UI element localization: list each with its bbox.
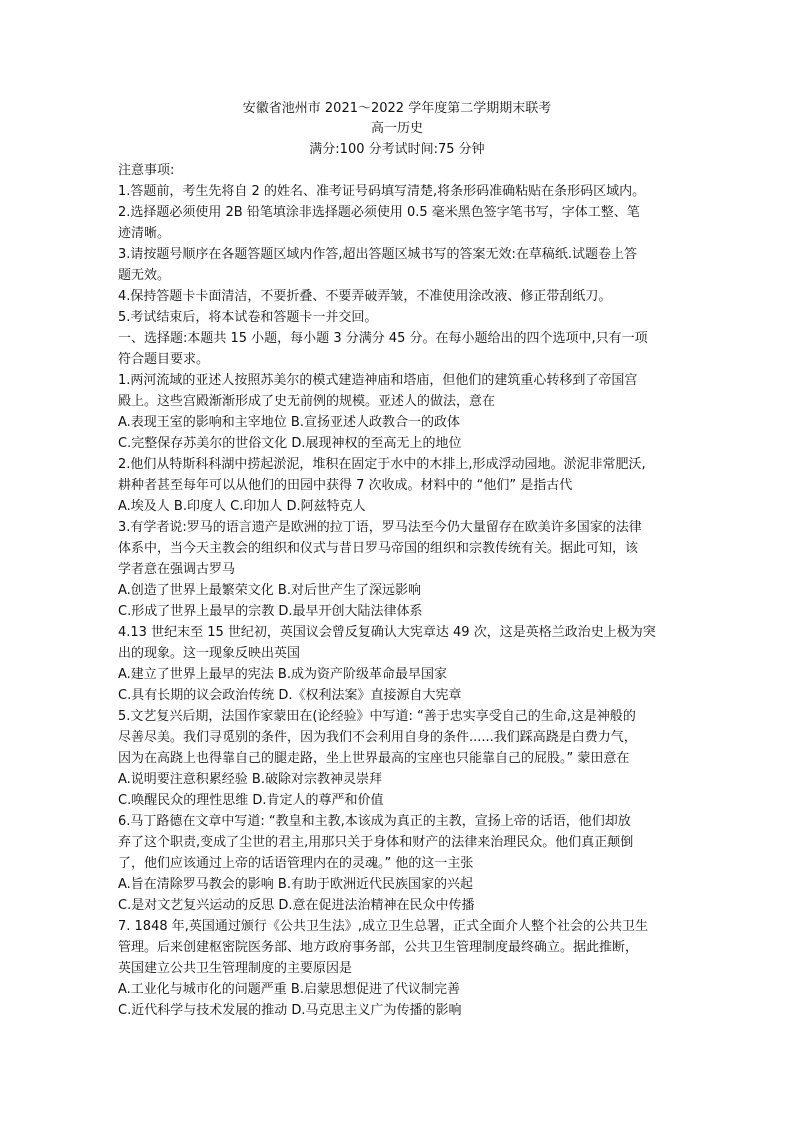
text-line: 耕种者甚至每年可以从他们的田园中获得 7 次收成。材料中的 “他们” 是指古代 (118, 478, 573, 493)
text-line: C.具有长期的议会政治传统 D.《权利法案》直接源自大宪章 (118, 688, 462, 703)
text-line: A.创造了世界上最繁荣文化 B.对后世产生了深远影响 (118, 583, 421, 598)
text-line: C.形成了世界上最早的宗教 D.最早开创大陆法律体系 (118, 604, 423, 619)
text-line: 尽善尽美。我们寻觅别的条件，因为我们不会利用自身的条件......我们踩高跷是白费力气， (118, 730, 637, 745)
text-line: 2.他们从特斯科科湖中捞起淤泥，堆积在固定于水中的木排上,形成浮动园地。淤泥非常肥沃, (118, 457, 646, 472)
text-line: 一、选择题:本题共 15 小题，每小题 3 分满分 45 分。在每小题给出的四个选项中,只有一项 (118, 331, 648, 346)
text-line: 题无效。 (118, 268, 171, 283)
text-line: 注意事项: (118, 163, 175, 178)
exam-body (118, 160, 693, 1021)
exam-subject: 高一历史 (370, 121, 423, 136)
text-line: C.完整保存苏美尔的世俗文化 D.展现神权的至高无上的地位 (118, 436, 462, 451)
text-line: 迹清晰。 (118, 226, 171, 241)
text-line: A.旨在清除罗马教会的影响 B.有助于欧洲近代民族国家的兴起 (118, 877, 473, 892)
text-line: 5.考试结束后，将本试卷和答题卡一并交回。 (118, 310, 378, 325)
text-line: A.说明要注意积累经验 B.破除对宗教神灵崇拜 (118, 772, 382, 787)
text-line: 5.文艺复兴后期，法国作家蒙田在(论经验》中写道: “善于忠实享受自己的生命,这是神般的 (118, 709, 636, 724)
text-line: C.唤醒民众的理性思维 D.肯定人的尊严和价值 (118, 793, 384, 808)
text-line: 1.两河流域的亚述人按照苏美尔的模式建造神庙和塔庙，但他们的建筑重心转移到了帝国宫 (118, 373, 638, 388)
text-line: 3.有学者说:罗马的语言遗产是欧洲的拉丁语，罗马法至今仍大量留存在欧美许多国家的法律 (118, 520, 642, 535)
text-line: 3.请按题号顺序在各题答题区域内作答,超出答题区城书写的答案无效:在草稿纸.试题卷上答 (118, 247, 638, 262)
text-line: 符合题目要求。 (118, 352, 210, 367)
exam-info: 满分:100 分考试时间:75 分钟 (309, 142, 485, 157)
text-line: A.埃及人 B.印度人 C.印加人 D.阿兹特克人 (118, 499, 366, 514)
text-line: 了，他们应该通过上帝的话语管理内在的灵魂。” 他的这一主张 (118, 856, 474, 871)
text-line: C.近代科学与技术发展的推动 D.马克思主义广为传播的影响 (118, 1003, 462, 1018)
text-line: 殿上。这些宫殿渐渐形成了史无前例的规模。亚述人的做法，意在 (118, 394, 496, 409)
text-line: 体系中，当今天主教会的组织和仪式与昔日罗马帝国的组织和宗教传统有关。据此可知，该 (118, 541, 639, 556)
text-line: A.工业化与城市化的问题严重 B.启蒙思想促进了代议制完善 (118, 982, 460, 997)
text-line: 1.答题前，考生先将自 2 的姓名、准考证号码填写清楚,将条形码准确粘贴在条形码区域内。 (118, 184, 646, 199)
text-line: 出的现象。这一现象反映出英国 (118, 646, 301, 661)
text-line: 7. 1848 年,英国通过颁行《公共卫生法》,成立卫生总署，正式全面介人整个社会的公共卫生 (118, 919, 649, 934)
text-line: 英国建立公共卫生管理制度的主要原因是 (118, 961, 353, 976)
exam-title: 安徽省池州市 2021～2022 学年度第二学期期末联考 (242, 101, 552, 116)
text-line: 学者意在强调古罗马 (118, 562, 236, 577)
text-line: 6.马丁路德在文章中写道: “教皇和主教,本该成为真正的主教，宣扬上帝的话语，他们却放 (118, 814, 631, 829)
text-line: 管理。后来创建枢密院医务部、地方政府事务部，公共卫生管理制度最终确立。据此推断， (118, 940, 639, 955)
text-line: 因为在高跷上也得靠自己的腿走路，坐上世界最高的宝座也只能靠自己的屁股。” 蒙田意在 (118, 751, 630, 766)
text-line: A.表现王室的影响和主宰地位 B.宣扬亚述人政教合一的政体 (118, 415, 460, 430)
text-line: 4.保持答题卡卡面清洁，不要折叠、不要弄破弄皱，不准使用涂改液、修正带刮纸刀。 (118, 289, 612, 304)
text-line: 2.选择题必须使用 2B 铅笔填涂非选择题必须使用 0.5 毫米黑色签字笔书写，字体工整、笔 (118, 205, 640, 220)
text-line: A.建立了世界上最早的宪法 B.成为资产阶级革命最早国家 (118, 667, 447, 682)
text-line: 弃了这个职责,变成了尘世的君主,用那只关于身体和财产的法律来治理民众。他们真正颠倒 (118, 835, 634, 850)
text-line: 4.13 世纪末至 15 世纪初，英国议会曾反复确认大宪章达 49 次，这是英格兰政治史上极为突 (118, 625, 656, 640)
text-line: C.是对文艺复兴运动的反思 D.意在促进法治精神在民众中传播 (118, 898, 475, 913)
